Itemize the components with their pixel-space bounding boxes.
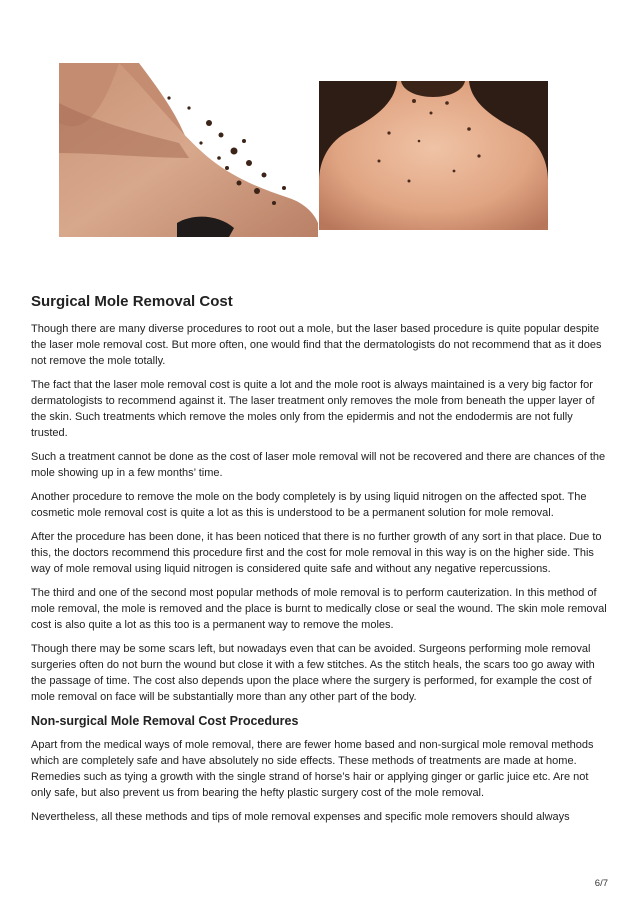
section-heading-non-surgical: Non-surgical Mole Removal Cost Procedures bbox=[31, 714, 299, 728]
neck-moles-photo bbox=[59, 63, 318, 237]
back-moles-photo bbox=[319, 81, 548, 230]
paragraph: Apart from the medical ways of mole removal, there are fewer home based and non-surgical mole removal methods which are completely safe and have absolutely no side effects. These methods of treatments are made at home. Remedies such as tying a growth with the single strand of horse’s hair or applying ginger or garlic juice etc. Are not only safe, but also prevent us from bearing the hefty plastic surgery cost of the mole removal. bbox=[31, 739, 594, 799]
article-body bbox=[31, 292, 609, 833]
page-number: 6/7 bbox=[594, 878, 608, 889]
paragraph: Such a treatment cannot be done as the cost of laser mole removal will not be recovered and there are chances of the mole showing up in a few months’ time. bbox=[31, 451, 606, 479]
paragraph: Nevertheless, all these methods and tips of mole removal expenses and specific mole removers should always bbox=[31, 811, 570, 823]
paragraph: The third and one of the second most popular methods of mole removal is to perform cauterization. In this method of mole removal, the mole is removed and the place is burnt to medically close or seal the wound. The skin mole removal cost is also quite a lot as this too is a permanent way to remove the moles. bbox=[31, 587, 607, 631]
paragraph: After the procedure has been done, it has been noticed that there is no further growth of any sort in that place. Due to this, the doctors recommend this procedure first and the cost for mole removal in this way is on the higher side. This way of mole removal using liquid nitrogen is considered quite safe and without any negative repercussions. bbox=[31, 531, 602, 575]
paragraph: The fact that the laser mole removal cost is quite a lot and the mole root is always maintained is a very big factor for dermatologists to recommend against it. The laser treatment only removes the mole from beneath the upper layer of the skin. Such treatments which remove the moles only from the epidermis and not the endodermis are not fully trusted. bbox=[31, 379, 595, 439]
paragraph: Though there may be some scars left, but nowadays even that can be avoided. Surgeons performing mole removal surgeries often do not burn the wound but close it with a few stitches. As the stitch heals, the scars too go away with the passage of time. The cost also depends upon the place where the surgery is performed, for example the cost of mole removal on face will be substantially more than any other part of the body. bbox=[31, 643, 595, 703]
paragraph: Another procedure to remove the mole on the body completely is by using liquid nitrogen on the affected spot. The cosmetic mole removal cost is quite a lot as this is understood to be a permanent solution for mole removal. bbox=[31, 491, 587, 519]
section-heading-surgical: Surgical Mole Removal Cost bbox=[31, 293, 233, 310]
paragraph: Though there are many diverse procedures to root out a mole, but the laser based procedure is quite popular despite the laser mole removal cost. But more often, one would find that the dermatologists do not recommend that as it does not remove the mole totally. bbox=[31, 323, 602, 367]
